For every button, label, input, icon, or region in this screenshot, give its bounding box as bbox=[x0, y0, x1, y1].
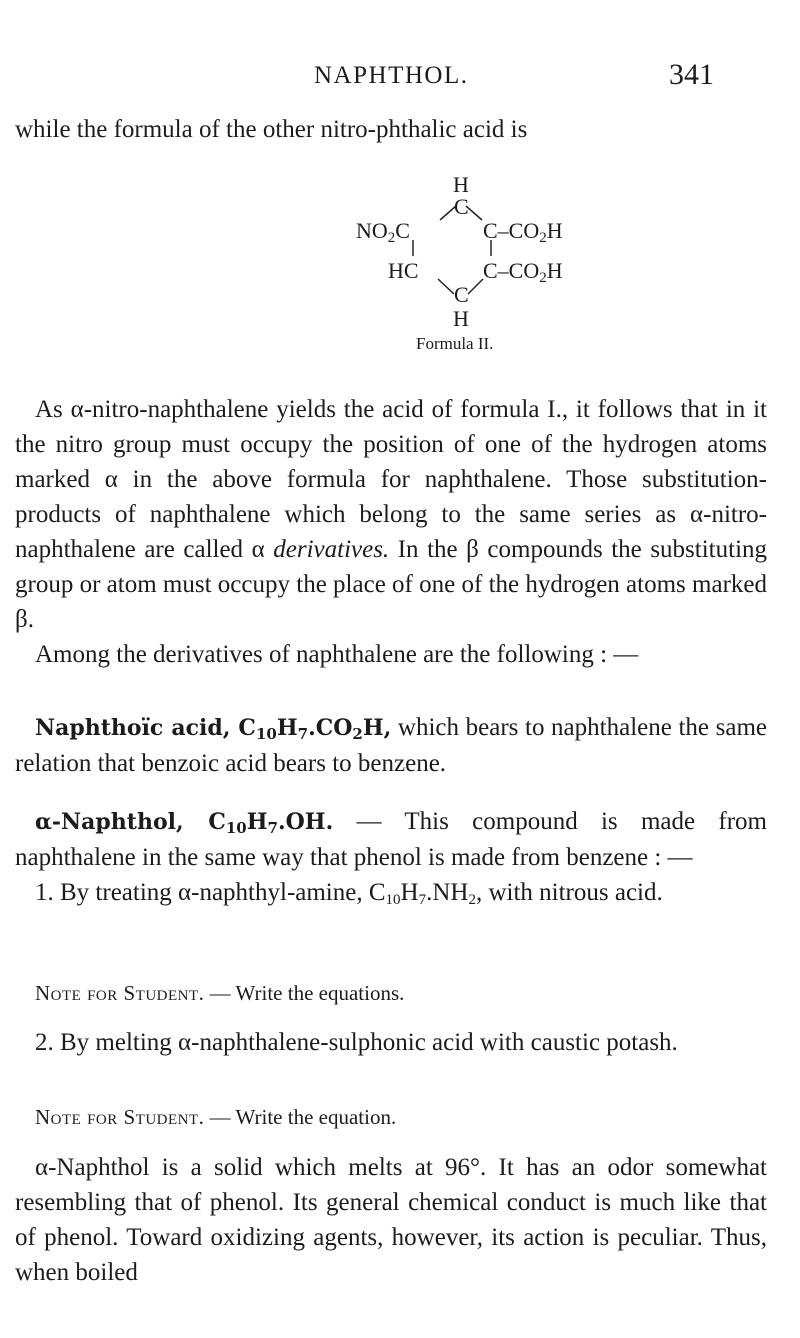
formula-left-top: $NO_2C$ bbox=[356, 218, 410, 246]
heading-alpha-naphthol: α-Naphthol, $C_{10}H_7.OH$. bbox=[35, 809, 334, 837]
method-two: 2. By melting α-naphthalene-sulphonic acid with caustic potash. bbox=[35, 1029, 678, 1056]
note-text: — Write the equations. bbox=[204, 981, 405, 1005]
heading-naphthoic-acid: Naphthoïc acid, $C_{10}H_7.CO_2H$, bbox=[35, 715, 392, 743]
paragraph-text: As α-nitro-naphthalene yields the acid of formula I., it follows that in it the nitro group must occupy the position of one of the hydrogen atoms marked α in the above formula for naphthalene. Those substitution-products of naphthalene which belong to the same series as α-nitro-naphthalene are called α bbox=[15, 396, 767, 563]
note-for-student-2 bbox=[15, 1100, 767, 1135]
formula-caption: Formula II. bbox=[416, 334, 494, 353]
page-number: 341 bbox=[669, 58, 714, 91]
structural-formula bbox=[356, 172, 563, 372]
formula-right-top: $C-CO_2H$ bbox=[483, 218, 563, 246]
paragraph-alpha-derivatives bbox=[15, 392, 767, 672]
emphasis-derivatives: derivatives. bbox=[273, 536, 390, 563]
note-label: Note for Student. bbox=[35, 1105, 205, 1129]
paragraph-following: Among the derivatives of naphthalene are the following : — bbox=[35, 641, 639, 668]
formula-left-bottom: HC bbox=[388, 258, 419, 283]
formula-bottom-c: C bbox=[454, 282, 469, 307]
paragraph-text: which bears to naphthalene the same relation that benzoic acid bears to benzene. bbox=[15, 714, 767, 777]
paragraph-text-tail: In the β compounds the substituting group or atom must occupy the place of one of the hydrogen atoms marked β. bbox=[15, 536, 768, 633]
formula-top-c: C bbox=[454, 194, 469, 219]
note-label: Note for Student. bbox=[35, 981, 205, 1005]
method-one: 1. By treating α-naphthyl-amine, $C_{10}H_7.NH_2$, with nitrous acid. bbox=[35, 879, 663, 908]
note-for-student-1 bbox=[15, 976, 767, 1011]
note-text: — Write the equation. bbox=[204, 1105, 397, 1129]
paragraph-naphthoic-acid bbox=[15, 710, 767, 781]
running-title: NAPHTHOL. bbox=[314, 62, 469, 89]
paragraph-alpha-naphthol bbox=[15, 804, 767, 910]
paragraph-text: — This compound is made from naphthalene in the same way that phenol is made from benzene : — bbox=[15, 808, 767, 871]
formula-top-h: H bbox=[453, 172, 469, 197]
formula-right-bottom: $C-CO_2H$ bbox=[483, 258, 563, 286]
formula-bottom-h: H bbox=[453, 306, 469, 331]
paragraph-naphthol-properties: α-Naphthol is a solid which melts at 96°. It has an odor somewhat resembling that of phenol. Its general chemical conduct is much like that of phenol. Toward oxidizing agents, however, its action is peculiar. Thus, when boiled bbox=[15, 1154, 767, 1286]
intro-line: while the formula of the other nitro-phthalic acid is bbox=[15, 116, 528, 143]
